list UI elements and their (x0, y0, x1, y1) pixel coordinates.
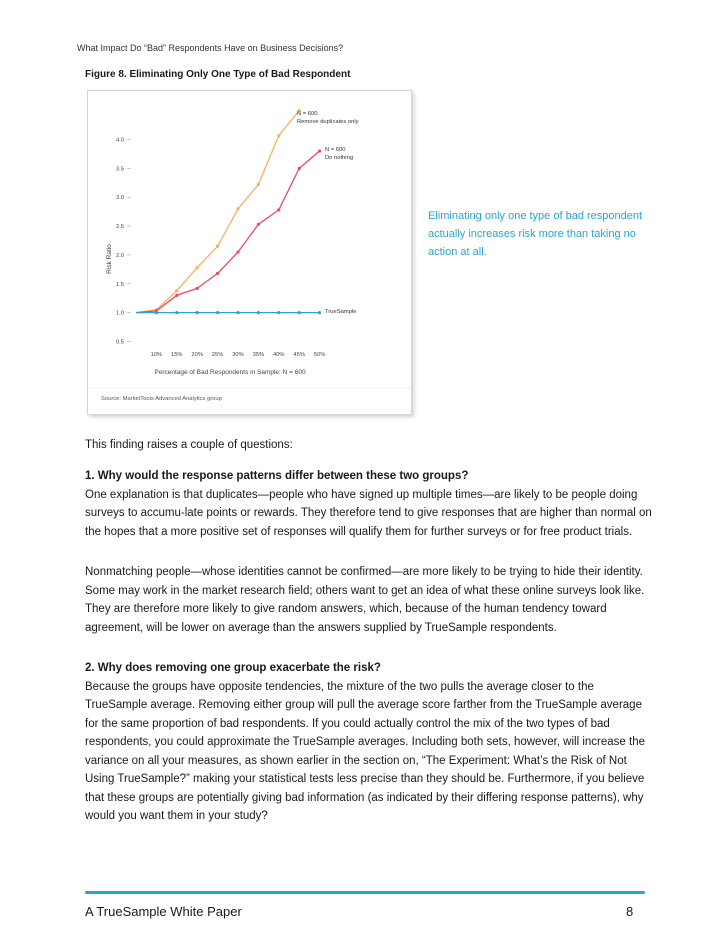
y-tick-label: 3.0 (115, 195, 124, 202)
x-tick-label: 45% (293, 352, 306, 358)
chart-source: Source: MarketTools Advanced Analytics group (101, 396, 222, 402)
y-tick-label: 0.5 (115, 339, 124, 346)
y-tick-label: 1.5 (115, 281, 124, 288)
chart-container (87, 90, 412, 415)
data-point (175, 294, 178, 297)
data-point (236, 311, 239, 314)
x-tick-label: 50% (313, 352, 326, 358)
data-point (257, 223, 260, 226)
x-tick-label: 25% (211, 352, 224, 358)
question-2-heading: 2. Why does removing one group exacerbate the risk? (85, 662, 381, 674)
data-point (298, 167, 301, 170)
series-label-duplicates-n: N = 600 (297, 111, 318, 117)
question-2-block (85, 659, 655, 826)
data-point (236, 250, 239, 253)
x-axis-label: Percentage of Bad Respondents in Sample: N = 600 (154, 369, 306, 376)
data-point (277, 208, 280, 211)
answer-1-paragraph: One explanation is that duplicates—people who have signed up multiple times—are likely to be people doing surveys to accumu-late points or rewards. They therefore tend to give responses that are higher than normal on the hopes that a more positive set of responses will qualify them for further surveys or for free product trials. (85, 488, 652, 538)
data-point (216, 272, 219, 275)
answer-2-paragraph: Because the groups have opposite tendencies, the mixture of the two pulls the average closer to the TrueSample average. Removing either group will pull the average score farther from the TrueSample average for the same proportion of bad respondents. If you could actually control the mix of the two types of bad respondents, you could approximate the TrueSample averages. Including both sets, however, will increase the variance on all your measures, as shown earlier in the section on, “The Experiment: What’s the Risk of Not Using TrueSample?” making your statistical tests less precise than they should be. Furthermore, if you believe that these groups are potentially giving bad information (as indicated by their differing response patterns), why would you want them in your study? (85, 680, 645, 822)
y-tick-label: 2.0 (115, 252, 124, 259)
page-number: 8 (626, 904, 634, 919)
figure-title: Figure 8. Eliminating Only One Type of Bad Respondent (85, 69, 351, 80)
y-tick-label: 2.5 (115, 224, 124, 231)
data-point (175, 311, 178, 314)
y-tick-label: 1.0 (115, 310, 124, 317)
footer-title: A TrueSample White Paper (85, 904, 242, 919)
risk-ratio-chart (88, 91, 411, 414)
data-point (196, 266, 199, 269)
series-label-truesample: TrueSample (325, 309, 357, 315)
data-point (196, 311, 199, 314)
data-point (216, 245, 219, 248)
series-label-nothing-n: N = 600 (325, 147, 346, 153)
y-tick-label: 4.0 (115, 137, 124, 144)
data-point (155, 311, 158, 314)
x-tick-label: 15% (170, 352, 183, 358)
data-point (298, 311, 301, 314)
data-point (196, 287, 199, 290)
x-tick-label: 30% (232, 352, 244, 358)
data-point (257, 311, 260, 314)
series-line (136, 111, 299, 313)
data-point (257, 183, 260, 186)
y-axis-label: Risk Ratio (106, 244, 113, 274)
data-point (175, 289, 178, 292)
series-label-nothing: Do nothing (325, 155, 354, 161)
intro-paragraph: This finding raises a couple of questions: (85, 439, 293, 451)
running-header: What Impact Do “Bad” Respondents Have on Business Decisions? (77, 43, 344, 53)
x-tick-label: 40% (272, 352, 285, 358)
nonmatching-paragraph: Nonmatching people—whose identities cannot be confirmed—are more likely to be trying to hide their identity. Some may work in the market research field; others want to get an idea of what these online surveys look like. They are therefore more likely to give random answers, which, because of the human tendency toward agreement, will be lower on average than the answers supplied by TrueSample respondents. (85, 566, 645, 634)
data-point (236, 207, 239, 210)
question-1-block (85, 467, 655, 541)
data-point (277, 134, 280, 137)
data-point (277, 311, 280, 314)
data-point (318, 311, 321, 314)
series-label-duplicates: Remove duplicates only (297, 119, 359, 125)
data-point (318, 149, 321, 152)
question-1-heading: 1. Why would the response patterns differ between these two groups? (85, 470, 469, 482)
footer-divider (85, 891, 645, 894)
x-tick-label: 20% (191, 352, 204, 358)
data-point (216, 311, 219, 314)
callout-text: Eliminating only one type of bad respondent actually increases risk more than taking no action at all. (428, 210, 643, 258)
y-tick-label: 3.5 (115, 166, 124, 173)
series-line (136, 151, 320, 313)
x-tick-label: 35% (252, 352, 265, 358)
x-tick-label: 10% (150, 352, 163, 358)
